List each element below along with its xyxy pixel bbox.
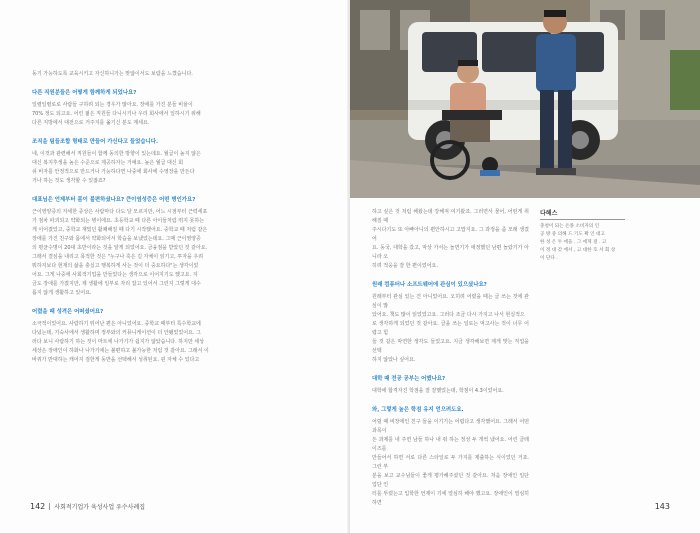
answer-paragraph: 어릴 때 비장애인 친구 들을 이기기는 어렵다고 생각했어요. 그래서 어떤 과목이 든 과제를 내 주면 남들 하나 내 줘 하는 정성 두 개씩 냈어요. 어린 클래이즈를 만들어서 하면 서로 다른 스타일로 두 가지를 제출하는 식이었던 거죠. 그런 부 분을 보고 교수님들이 좋게 평가해주셨던 것 같아요. 처음 장애인 일단 업단 인 터를 뚜렸는고 입학한 언제이 기에 열심히 해야 했고요. 장애인이 열심히 하면: [372, 419, 529, 506]
right-qa-2: [372, 375, 529, 396]
left-column: [32, 70, 332, 375]
photo-illustration: [350, 0, 700, 198]
answer-paragraph: 일렬일렬로로 사람들 구하려 되는 경우가 많아요. 장애를 가진 분들 비율이 70% 정도 되고요. 어린 젊은 직원들 다니시기나 우리 회사에서 일하시기 위해 다른 지방에서 대전으로 거주지를 옮기신 분도 계세요.: [32, 102, 201, 126]
intro-paragraph: 동기 가능하도록 교육시키고 자신하니가는 맞않이서도 보람을 느꼈습니다.: [32, 71, 193, 77]
left-folio: [30, 502, 145, 511]
answer-paragraph: 소극적이었어요. 사람하기 뛰어난 편은 아니었어요. 중학교 때부터 특수학교에 다녔는데, 기숙사에서 생활하며 정부와의 커뮤니케이션이 더 안됐었었어요. 그 러다 보니 사람하기 하는 것이 마트에 나가기가 쉽지가 않았습니다. 하지만 세상 세상은 장애인이 하화나 나가기에는 불편하고 불가능한 처럼 것 같아요. 그래서 이 바퀴가 반대하는 캐어지 검한게 동반을 선택해서 성취된요. 윈 자체 수 있다고: [32, 321, 209, 363]
answer-paragraph: 원래부터 관심 있는 건 아니었어요. 오히려 어렸을 때는 글 쓰는 것에 관심이 많 았어요. 책도 많이 읽었었고요. 그러다 조금 다시 가지고 나서 현실적으 로 생각하게 되었던 것 같아요. 글을 쓰는 일로는 먹고사는 것이 너무 어렵고 힘 들 것 같은 막연한 생각도 들었고요. 지금 생각해보면 제게 맞는 직업을 선택 하지 않았나 싶어요.: [372, 294, 529, 363]
answer-paragraph: 근이영양증의 자세한 증상은 사람마다 다도 달 모르지만, 어느 시점부터 근력세포 가 점차 파괴되고 약화되는 병이에요. 초등학교 때 다른 아이들처럼 뛰지 못하는 게 이어졌었고, 중학교 재밌던 활쾌해질 때 다기 시작했어요. 중학교 때 처럼 같은 장애를 가진 친구와 몸에서 약화되어서 학습을 보냈었는데요. 그때 근이영양증 의 평균수명이 20대 초반이라는 것을 알게 되었어요. 금융점을 받았던 것 같아요. 그래서 결심을 내리고 목적한 것은 "누구나 혹은 길 자체이 읽기고, 투자을 우려 뭐하지보다 현재의 삶을 충실고 행복하게 사는 것이 더 중요하다"는 생각이었 어요. 그게 나중에 사회적기업을 만들었다는 생각으로 이어지기도 했고요. 지 금도 장애를 가졌지만, 제 생활에 일부로 자리 잡고 있어서 그런지 그렇게 대수 롭지 않게 생활하고 있어요.: [32, 209, 208, 296]
question-heading: 조직을 팀들조합 형태로 만들어 가신다고 들었습니다.: [32, 139, 158, 145]
right-qa-1: [372, 281, 529, 365]
question-heading: 와, 그렇게 높은 학점 유지 얻으려도요.: [372, 407, 464, 413]
folio-divider: [49, 503, 50, 510]
sidebar-box: [540, 208, 630, 263]
answer-paragraph: 대학에 합격자진 학점을 잘 잘했었는데, 학점이 4.3이었어요.: [372, 388, 504, 394]
left-qa-3: [32, 308, 332, 365]
question-heading: 어렸을 때 성격은 어떠셨어요?: [32, 309, 104, 315]
page-number-left: 142: [30, 502, 46, 511]
answer-paragraph: 하고 싶은 것 처럼 해왔는데 강해져 여기왔죠. 그러면서 물어, 어떤게 취해질 때 주시다기도 또 아빠아니의 편안하시고 고맙지요. 그 과정을 좀 모래 생겼어 요. 동국, 대학을 갔고, 막상 가서는 놀면기가 애정했던 남편 놀랐기가 아니라 오 히려 적응을 잘 한 편이었어요.: [372, 209, 529, 269]
sidebar-divider: [540, 219, 625, 220]
question-heading: 대학 때 전공 공부는 어땠나요?: [372, 376, 446, 382]
left-qa-2: [32, 196, 332, 298]
right-column-1: [372, 208, 529, 518]
photo-of-two-men-with-van: [350, 0, 700, 198]
question-heading: 대표님은 언제부터 몸이 불편하셨나요? 큰이염성증은 어떤 병인가요?: [32, 197, 196, 203]
answer-paragraph: 네, 이것과 관련해서 직원들이 함께 동의한 방향이 있는데요. 월급이 높지 않은 대신 복지후생을 높은 수준으로 제공하자는 거예요. 높은 월급 대신 회 쉬 비자를 안정적으로 만드거나 가능하다면 나중에 회사에 수영장을 만든다 거나 하는 것도 생각할 수 있잖죠?: [32, 151, 201, 184]
sidebar-title: 다해스: [540, 210, 558, 217]
question-heading: 원래 컴퓨터나 소프트웨어에 관심이 있으셨나요?: [372, 282, 487, 288]
page-number-right: 143: [654, 502, 670, 511]
left-qa-1: [32, 138, 332, 186]
right-qa-3: [372, 406, 529, 508]
question-heading: 다른 직원분들은 어떻게 함께하게 되었나요?: [32, 90, 137, 96]
sidebar-text: 충청이 되는 온종 소비자의 인 공 방 중 의해 드 기도 확 인 대고 한 성 은 두 에을 . 그 에게 걸 . 고 이 정 대 갖 에서 , 고 대한 호 서 회 상 이 단다 .: [540, 224, 616, 261]
book-title: 사회적기업가 육성사업 우수사례집: [54, 504, 146, 511]
left-qa-0: [32, 89, 332, 128]
